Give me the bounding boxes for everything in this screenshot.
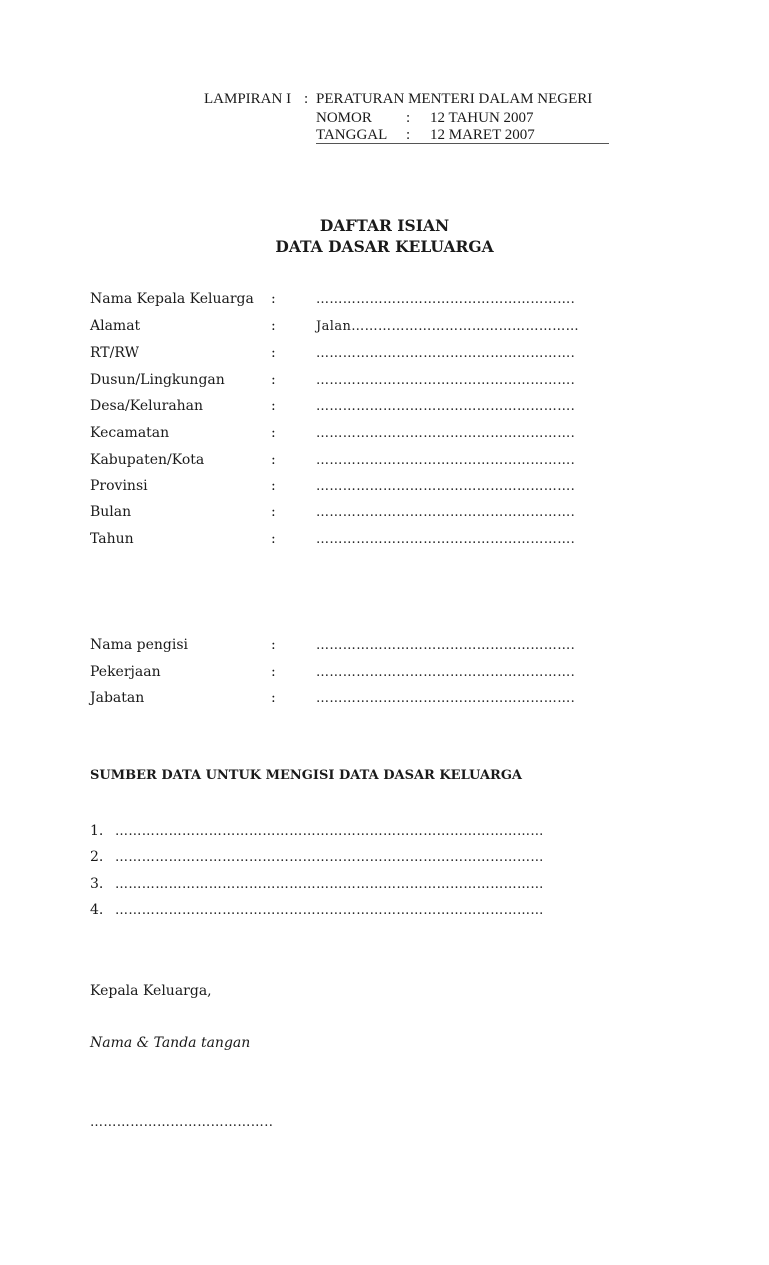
field-value-kecamatan[interactable]: ………………………………………………….	[316, 426, 576, 441]
header-underline	[316, 143, 609, 144]
field-colon: :	[271, 637, 276, 653]
field-colon: :	[271, 398, 276, 414]
form-title-line2: DATA DASAR KELUARGA	[275, 237, 494, 256]
field-label-tahun: Tahun	[90, 531, 134, 547]
field-label-pekerjaan: Pekerjaan	[90, 664, 161, 680]
field-colon: :	[271, 425, 276, 441]
field-value-dusun-lingkungan[interactable]: ………………………………………………….	[316, 373, 576, 388]
field-value-kabupaten-kota[interactable]: ………………………………………………….	[316, 453, 576, 468]
tanggal-value: 12 MARET 2007	[430, 127, 535, 143]
field-colon: :	[271, 690, 276, 706]
field-value-nama-pengisi[interactable]: ………………………………………………….	[316, 638, 576, 653]
field-value-pekerjaan[interactable]: ………………………………………………….	[316, 665, 576, 680]
tanggal-row	[316, 127, 535, 144]
nomor-label: NOMOR	[316, 110, 372, 126]
field-value-jabatan[interactable]: ………………………………………………….	[316, 691, 576, 706]
field-value-rt-rw[interactable]: ………………………………………………….	[316, 346, 576, 361]
field-colon: :	[271, 664, 276, 680]
source-item-number: 4.	[90, 902, 104, 918]
field-value-tahun[interactable]: ………………………………………………….	[316, 532, 576, 547]
source-item-value[interactable]: ……………………………………………………………………………………	[115, 877, 544, 892]
nomor-row	[316, 110, 534, 127]
tanggal-label: TANGGAL	[316, 127, 388, 143]
field-label-desa-kelurahan: Desa/Kelurahan	[90, 398, 204, 414]
field-label-jabatan: Jabatan	[90, 690, 145, 706]
nomor-value: 12 TAHUN 2007	[430, 110, 534, 126]
tanggal-colon: :	[406, 127, 411, 143]
lampiran-label: LAMPIRAN I	[204, 91, 292, 107]
field-label-rt-rw: RT/RW	[90, 345, 139, 361]
field-colon: :	[271, 478, 276, 494]
field-value-nama-kepala-keluarga[interactable]: ………………………………………………….	[316, 292, 576, 307]
field-colon: :	[271, 452, 276, 468]
regulation-title: PERATURAN MENTERI DALAM NEGERI	[316, 91, 593, 107]
source-item-number: 2.	[90, 849, 104, 865]
field-value-desa-kelurahan[interactable]: ………………………………………………….	[316, 399, 576, 414]
field-value-bulan[interactable]: ………………………………………………….	[316, 505, 576, 520]
field-value-alamat[interactable]: Jalan……………………………………………	[316, 319, 580, 334]
field-colon: :	[271, 531, 276, 547]
source-item-value[interactable]: ……………………………………………………………………………………	[115, 824, 544, 839]
signature-name-hint: Nama & Tanda tangan	[90, 1035, 251, 1051]
source-item-value[interactable]: ……………………………………………………………………………………	[115, 903, 544, 918]
field-label-provinsi: Provinsi	[90, 478, 148, 494]
form-title-line1: DAFTAR ISIAN	[319, 216, 450, 235]
lampiran-colon: :	[304, 91, 309, 107]
signature-line[interactable]: …………………………………..	[90, 1115, 274, 1130]
field-label-nama-pengisi: Nama pengisi	[90, 637, 189, 653]
source-section-title: SUMBER DATA UNTUK MENGISI DATA DASAR KELUARGA	[90, 768, 523, 783]
nomor-colon: :	[406, 110, 411, 126]
field-label-alamat: Alamat	[90, 318, 141, 334]
field-value-provinsi[interactable]: ………………………………………………….	[316, 479, 576, 494]
field-label-kabupaten-kota: Kabupaten/Kota	[90, 452, 205, 468]
field-label-nama-kepala-keluarga: Nama Kepala Keluarga	[90, 291, 254, 307]
field-label-kecamatan: Kecamatan	[90, 425, 170, 441]
field-label-bulan: Bulan	[90, 504, 132, 520]
signature-label: Kepala Keluarga,	[90, 983, 212, 999]
source-item-number: 3.	[90, 876, 104, 892]
field-colon: :	[271, 345, 276, 361]
source-item-number: 1.	[90, 823, 104, 839]
source-item-value[interactable]: ……………………………………………………………………………………	[115, 850, 544, 865]
field-colon: :	[271, 318, 276, 334]
field-label-dusun-lingkungan: Dusun/Lingkungan	[90, 372, 225, 388]
field-colon: :	[271, 372, 276, 388]
field-colon: :	[271, 291, 276, 307]
field-colon: :	[271, 504, 276, 520]
